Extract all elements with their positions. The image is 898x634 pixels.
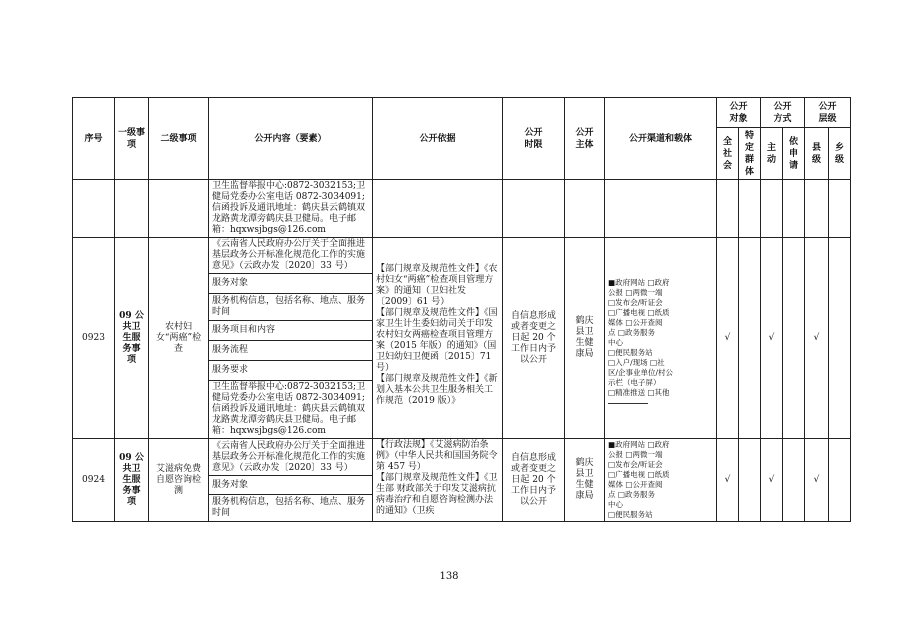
header-target: 公开对象: [717, 98, 761, 128]
mark-apply: [783, 439, 805, 522]
row-seq: 0924: [73, 439, 115, 522]
page-number: 138: [439, 571, 459, 582]
row-level1: 09 公共卫生服务事项: [115, 238, 149, 439]
content-item: 服务机构信息，包括名称、地点、服务时间: [209, 495, 373, 522]
channel-line: □精准推送 □其他: [608, 388, 670, 397]
content-item: 服务流程: [209, 341, 373, 361]
channel-line: 点 □政务服务: [608, 328, 655, 337]
channel-line: 媒体 □公开查阅: [608, 318, 663, 327]
header-period: 公开时限: [503, 98, 565, 180]
channel-line: □入户/现场 □社: [608, 358, 665, 367]
channel-line: 媒体 □公开查阅: [608, 480, 663, 489]
continuation-row: [73, 180, 851, 238]
channel-line: 中心: [608, 500, 623, 509]
table-row: [73, 238, 851, 274]
content-item: 《云南省人民政府办公厅关于全面推进基层政务公开标准化规范化工作的实施意见》（云政办发〔2020〕33 号）: [209, 439, 373, 476]
channel-line: ■政府网站 □政府: [608, 440, 670, 449]
header-method: 公开方式: [761, 98, 805, 128]
mark-active: √: [761, 238, 783, 439]
row-period: 自信息形成或者变更之日起 20 个工作日内予以公开: [503, 238, 565, 439]
header-target-specific: 特定群体: [739, 128, 761, 180]
row-basis: [373, 238, 503, 439]
row-level2: 农村妇女“两癌”检查: [149, 238, 209, 439]
channel-line: 区/企事业单位/村公: [608, 368, 674, 377]
channel-line: 公报 □两微一端: [608, 450, 663, 459]
basis-item: 【部门规章及规范性文件】《国家卫生计生委妇幼司关于印发农村妇女两癌检查项目管理方案（2015 年版）的通知》（国卫妇幼妇卫便函〔2015〕71 号）: [376, 308, 498, 373]
header-target-all: 全社会: [717, 128, 739, 180]
row-level1: 09 公共卫生服务事项: [115, 439, 149, 522]
mark-county: √: [805, 439, 829, 522]
header-row-1: [73, 98, 851, 128]
header-level-town: 乡级: [829, 128, 851, 180]
content-item: 《云南省人民政府办公厅关于全面推进基层政务公开标准化规范化工作的实施意见》（云政办发〔2020〕33 号）: [209, 238, 373, 274]
mark-specific: [739, 439, 761, 522]
basis-item: 【部门规章及规范性文件】《卫生部 财政部关于印发艾滋病抗病毒治疗和自愿咨询检测办法的通知》（卫疾: [376, 473, 498, 516]
header-subject: 公开主体: [565, 98, 605, 180]
content-item: 卫生监督举报中心:0872-3032153;卫健局党委办公室电话 0872-3034091;信函投诉及通讯地址：鹤庆县云鹤镇双龙路黄龙潭旁鹤庆县卫健局。电子邮箱：hqxwsjbgs@126.com: [209, 381, 373, 439]
channel-line: □广播电视 □纸质: [608, 470, 670, 479]
header-basis: 公开依据: [373, 98, 503, 180]
header-level: 公开层级: [805, 98, 851, 128]
header-content: 公开内容（要素）: [209, 98, 373, 180]
row-basis: [373, 439, 503, 522]
header-level-county: 县级: [805, 128, 829, 180]
row-period: 自信息形成或者变更之日起 20 个工作日内予以公开: [503, 439, 565, 522]
channel-line: 公报 □两微一端: [608, 288, 663, 297]
header-level1: 一级事项: [115, 98, 149, 180]
channel-line: 点 □政务服务: [608, 490, 655, 499]
mark-county: √: [805, 238, 829, 439]
row-subject: 鹤庆县卫生健康局: [565, 439, 605, 522]
mark-active: √: [761, 439, 783, 522]
channel-line: □广播电视 □纸质: [608, 308, 670, 317]
basis-item: 【部门规章及规范性文件】《新划入基本公共卫生服务相关工作规范（2019 版）》: [376, 374, 498, 406]
content-item: 服务项目和内容: [209, 321, 373, 341]
header-method-apply: 依申请: [783, 128, 805, 180]
channel-line: □发布会/听证会: [608, 298, 663, 307]
channel-line: ■政府网站 □政府: [608, 278, 670, 287]
basis-item: 【部门规章及规范性文件】《农村妇女“两癌”检查项目管理方案》的通知（卫妇社发〔2009〕61 号）: [376, 264, 498, 307]
content-item: 服务机构信息，包括名称、地点、服务时间: [209, 294, 373, 321]
continuation-content: 卫生监督举报中心:0872-3032153;卫健局党委办公室电话 0872-3034091;信函投诉及通讯地址：鹤庆县云鹤镇双龙路黄龙潭旁鹤庆县卫健局。电子邮箱：hqxwsjbgs@126.com: [209, 180, 373, 238]
row-channels: [605, 238, 717, 439]
mark-apply: [783, 238, 805, 439]
mark-town: [829, 439, 851, 522]
row-level2: 艾滋病免费自愿咨询检测: [149, 439, 209, 522]
mark-all: √: [717, 439, 739, 522]
mark-all: √: [717, 238, 739, 439]
content-item: 服务对象: [209, 274, 373, 294]
channel-line: □发布会/听证会: [608, 460, 663, 469]
channel-line: 中心: [608, 338, 623, 347]
channel-line: □便民服务站: [608, 510, 653, 519]
channel-underline: [608, 403, 648, 404]
header-method-active: 主动: [761, 128, 783, 180]
header-level2: 二级事项: [149, 98, 209, 180]
content-item: 服务对象: [209, 476, 373, 495]
channel-line: □便民服务站: [608, 348, 653, 357]
header-seq: 序号: [73, 98, 115, 180]
row-channels: [605, 439, 717, 522]
header-channel: 公开渠道和载体: [605, 98, 717, 180]
table-row: [73, 439, 851, 476]
disclosure-table: [72, 97, 851, 522]
channel-line: 示栏（电子屏）: [608, 378, 661, 387]
mark-specific: [739, 238, 761, 439]
row-seq: 0923: [73, 238, 115, 439]
mark-town: [829, 238, 851, 439]
basis-item: 【行政法规】《艾滋病防治条例》（中华人民共和国国务院令第 457 号）: [376, 440, 498, 472]
content-item: 服务要求: [209, 361, 373, 381]
row-subject: 鹤庆县卫生健康局: [565, 238, 605, 439]
